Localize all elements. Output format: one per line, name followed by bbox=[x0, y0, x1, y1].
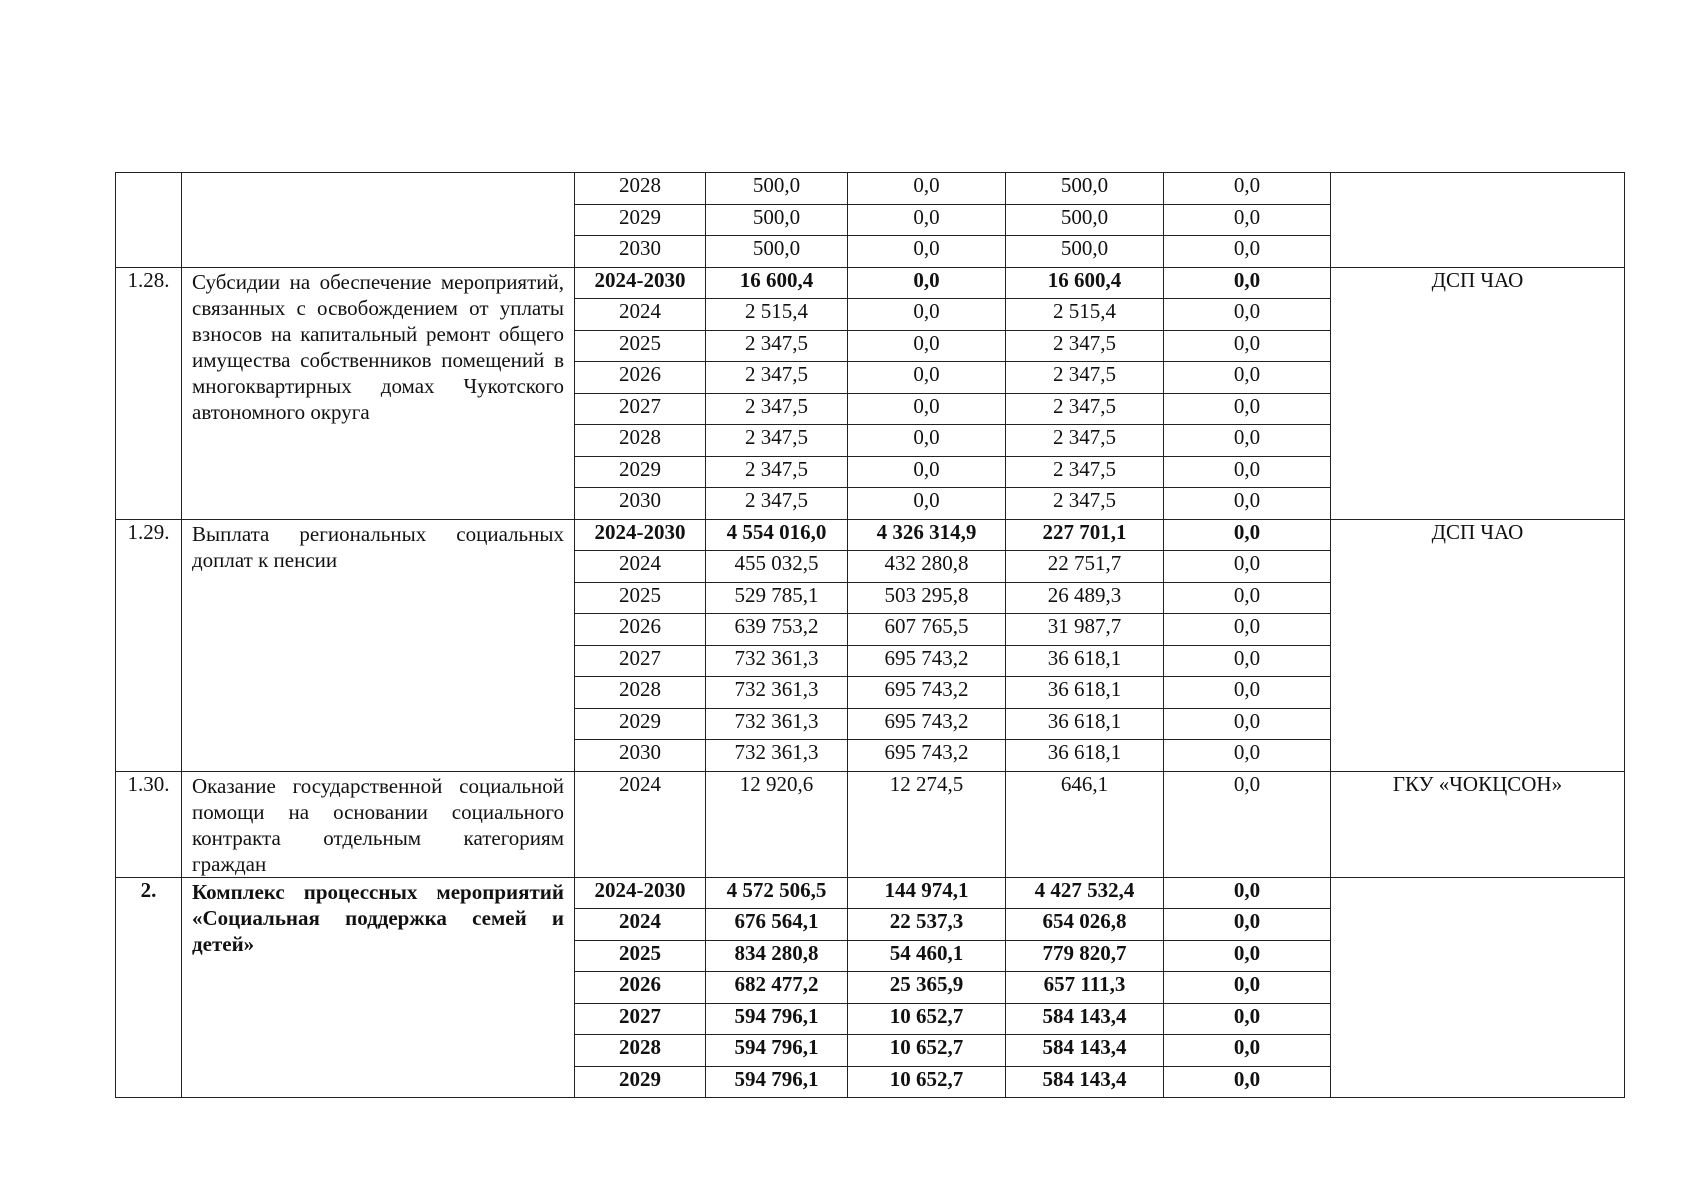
executor-cell bbox=[1331, 173, 1625, 268]
table-row bbox=[116, 173, 1625, 205]
other-sources-cell: 0,0 bbox=[1164, 267, 1331, 299]
federal-budget-cell: 0,0 bbox=[848, 236, 1006, 268]
other-sources-cell: 0,0 bbox=[1164, 1035, 1331, 1067]
federal-budget-cell: 0,0 bbox=[848, 173, 1006, 205]
total-cell: 500,0 bbox=[706, 173, 848, 205]
regional-budget-cell: 227 701,1 bbox=[1006, 519, 1164, 551]
table-body bbox=[116, 173, 1625, 1098]
row-index: 1.28. bbox=[116, 267, 182, 519]
budget-table bbox=[115, 172, 1625, 1098]
other-sources-cell: 0,0 bbox=[1164, 645, 1331, 677]
year-cell: 2029 bbox=[575, 456, 706, 488]
other-sources-cell: 0,0 bbox=[1164, 173, 1331, 205]
year-cell: 2025 bbox=[575, 582, 706, 614]
year-cell: 2027 bbox=[575, 1003, 706, 1035]
other-sources-cell: 0,0 bbox=[1164, 362, 1331, 394]
federal-budget-cell: 144 974,1 bbox=[848, 877, 1006, 909]
other-sources-cell: 0,0 bbox=[1164, 677, 1331, 709]
measure-name: Субсидии на обеспечение мероприятий, связанных с освобождением от уплаты взносов на капитальный ремонт общего имущества собственников помещений в многоквартирных домах Чукотского автономного округа bbox=[182, 267, 575, 519]
regional-budget-cell: 500,0 bbox=[1006, 204, 1164, 236]
total-cell: 2 347,5 bbox=[706, 362, 848, 394]
year-cell: 2024-2030 bbox=[575, 877, 706, 909]
regional-budget-cell: 657 111,3 bbox=[1006, 972, 1164, 1004]
year-cell: 2024 bbox=[575, 551, 706, 583]
federal-budget-cell: 607 765,5 bbox=[848, 614, 1006, 646]
total-cell: 834 280,8 bbox=[706, 940, 848, 972]
regional-budget-cell: 646,1 bbox=[1006, 771, 1164, 877]
federal-budget-cell: 0,0 bbox=[848, 488, 1006, 520]
federal-budget-cell: 0,0 bbox=[848, 299, 1006, 331]
total-cell: 455 032,5 bbox=[706, 551, 848, 583]
total-cell: 16 600,4 bbox=[706, 267, 848, 299]
regional-budget-cell: 31 987,7 bbox=[1006, 614, 1164, 646]
total-cell: 639 753,2 bbox=[706, 614, 848, 646]
other-sources-cell: 0,0 bbox=[1164, 614, 1331, 646]
total-cell: 594 796,1 bbox=[706, 1035, 848, 1067]
executor-cell bbox=[1331, 877, 1625, 1098]
year-cell: 2024-2030 bbox=[575, 267, 706, 299]
regional-budget-cell: 500,0 bbox=[1006, 173, 1164, 205]
other-sources-cell: 0,0 bbox=[1164, 582, 1331, 614]
regional-budget-cell: 500,0 bbox=[1006, 236, 1164, 268]
year-cell: 2024 bbox=[575, 299, 706, 331]
regional-budget-cell: 16 600,4 bbox=[1006, 267, 1164, 299]
other-sources-cell: 0,0 bbox=[1164, 204, 1331, 236]
total-cell: 4 554 016,0 bbox=[706, 519, 848, 551]
regional-budget-cell: 2 347,5 bbox=[1006, 456, 1164, 488]
executor-cell: ДСП ЧАО bbox=[1331, 519, 1625, 771]
table-row bbox=[116, 771, 1625, 877]
total-cell: 732 361,3 bbox=[706, 740, 848, 772]
total-cell: 500,0 bbox=[706, 236, 848, 268]
regional-budget-cell: 22 751,7 bbox=[1006, 551, 1164, 583]
federal-budget-cell: 0,0 bbox=[848, 456, 1006, 488]
year-cell: 2028 bbox=[575, 1035, 706, 1067]
year-cell: 2030 bbox=[575, 488, 706, 520]
total-cell: 732 361,3 bbox=[706, 645, 848, 677]
federal-budget-cell: 10 652,7 bbox=[848, 1066, 1006, 1098]
executor-cell: ГКУ «ЧОКЦСОН» bbox=[1331, 771, 1625, 877]
federal-budget-cell: 695 743,2 bbox=[848, 645, 1006, 677]
year-cell: 2030 bbox=[575, 740, 706, 772]
federal-budget-cell: 432 280,8 bbox=[848, 551, 1006, 583]
federal-budget-cell: 0,0 bbox=[848, 204, 1006, 236]
other-sources-cell: 0,0 bbox=[1164, 299, 1331, 331]
year-cell: 2027 bbox=[575, 393, 706, 425]
federal-budget-cell: 54 460,1 bbox=[848, 940, 1006, 972]
row-index: 1.29. bbox=[116, 519, 182, 771]
year-cell: 2029 bbox=[575, 708, 706, 740]
federal-budget-cell: 0,0 bbox=[848, 362, 1006, 394]
federal-budget-cell: 22 537,3 bbox=[848, 909, 1006, 941]
regional-budget-cell: 36 618,1 bbox=[1006, 645, 1164, 677]
year-cell: 2024-2030 bbox=[575, 519, 706, 551]
table-row bbox=[116, 519, 1625, 551]
other-sources-cell: 0,0 bbox=[1164, 519, 1331, 551]
regional-budget-cell: 36 618,1 bbox=[1006, 677, 1164, 709]
other-sources-cell: 0,0 bbox=[1164, 877, 1331, 909]
executor-cell: ДСП ЧАО bbox=[1331, 267, 1625, 519]
year-cell: 2029 bbox=[575, 204, 706, 236]
year-cell: 2027 bbox=[575, 645, 706, 677]
other-sources-cell: 0,0 bbox=[1164, 330, 1331, 362]
year-cell: 2028 bbox=[575, 425, 706, 457]
federal-budget-cell: 10 652,7 bbox=[848, 1035, 1006, 1067]
federal-budget-cell: 25 365,9 bbox=[848, 972, 1006, 1004]
federal-budget-cell: 695 743,2 bbox=[848, 708, 1006, 740]
total-cell: 500,0 bbox=[706, 204, 848, 236]
total-cell: 2 347,5 bbox=[706, 456, 848, 488]
total-cell: 682 477,2 bbox=[706, 972, 848, 1004]
regional-budget-cell: 4 427 532,4 bbox=[1006, 877, 1164, 909]
year-cell: 2025 bbox=[575, 940, 706, 972]
total-cell: 529 785,1 bbox=[706, 582, 848, 614]
other-sources-cell: 0,0 bbox=[1164, 708, 1331, 740]
total-cell: 2 347,5 bbox=[706, 488, 848, 520]
year-cell: 2029 bbox=[575, 1066, 706, 1098]
total-cell: 2 347,5 bbox=[706, 425, 848, 457]
regional-budget-cell: 779 820,7 bbox=[1006, 940, 1164, 972]
total-cell: 732 361,3 bbox=[706, 708, 848, 740]
regional-budget-cell: 36 618,1 bbox=[1006, 708, 1164, 740]
total-cell: 2 347,5 bbox=[706, 393, 848, 425]
measure-name: Оказание государственной социальной помощи на основании социального контракта отдельным категориям граждан bbox=[182, 771, 575, 877]
year-cell: 2026 bbox=[575, 972, 706, 1004]
other-sources-cell: 0,0 bbox=[1164, 972, 1331, 1004]
year-cell: 2028 bbox=[575, 677, 706, 709]
year-cell: 2024 bbox=[575, 771, 706, 877]
federal-budget-cell: 12 274,5 bbox=[848, 771, 1006, 877]
table-row bbox=[116, 877, 1625, 909]
other-sources-cell: 0,0 bbox=[1164, 771, 1331, 877]
measure-name: Комплекс процессных мероприятий «Социальная поддержка семей и детей» bbox=[182, 877, 575, 1098]
total-cell: 2 347,5 bbox=[706, 330, 848, 362]
year-cell: 2025 bbox=[575, 330, 706, 362]
regional-budget-cell: 2 515,4 bbox=[1006, 299, 1164, 331]
name-cell bbox=[182, 173, 575, 268]
total-cell: 732 361,3 bbox=[706, 677, 848, 709]
total-cell: 12 920,6 bbox=[706, 771, 848, 877]
federal-budget-cell: 503 295,8 bbox=[848, 582, 1006, 614]
regional-budget-cell: 584 143,4 bbox=[1006, 1066, 1164, 1098]
federal-budget-cell: 695 743,2 bbox=[848, 677, 1006, 709]
other-sources-cell: 0,0 bbox=[1164, 1066, 1331, 1098]
regional-budget-cell: 2 347,5 bbox=[1006, 393, 1164, 425]
other-sources-cell: 0,0 bbox=[1164, 456, 1331, 488]
table-row bbox=[116, 267, 1625, 299]
regional-budget-cell: 2 347,5 bbox=[1006, 425, 1164, 457]
total-cell: 2 515,4 bbox=[706, 299, 848, 331]
federal-budget-cell: 0,0 bbox=[848, 267, 1006, 299]
other-sources-cell: 0,0 bbox=[1164, 393, 1331, 425]
federal-budget-cell: 695 743,2 bbox=[848, 740, 1006, 772]
other-sources-cell: 0,0 bbox=[1164, 236, 1331, 268]
index-cell bbox=[116, 173, 182, 268]
other-sources-cell: 0,0 bbox=[1164, 740, 1331, 772]
federal-budget-cell: 4 326 314,9 bbox=[848, 519, 1006, 551]
year-cell: 2026 bbox=[575, 614, 706, 646]
other-sources-cell: 0,0 bbox=[1164, 425, 1331, 457]
regional-budget-cell: 654 026,8 bbox=[1006, 909, 1164, 941]
regional-budget-cell: 584 143,4 bbox=[1006, 1035, 1164, 1067]
regional-budget-cell: 26 489,3 bbox=[1006, 582, 1164, 614]
regional-budget-cell: 2 347,5 bbox=[1006, 488, 1164, 520]
row-index: 1.30. bbox=[116, 771, 182, 877]
measure-name: Выплата региональных социальных доплат к пенсии bbox=[182, 519, 575, 771]
other-sources-cell: 0,0 bbox=[1164, 1003, 1331, 1035]
federal-budget-cell: 0,0 bbox=[848, 425, 1006, 457]
row-index: 2. bbox=[116, 877, 182, 1098]
regional-budget-cell: 36 618,1 bbox=[1006, 740, 1164, 772]
regional-budget-cell: 2 347,5 bbox=[1006, 362, 1164, 394]
total-cell: 4 572 506,5 bbox=[706, 877, 848, 909]
year-cell: 2028 bbox=[575, 173, 706, 205]
year-cell: 2030 bbox=[575, 236, 706, 268]
total-cell: 594 796,1 bbox=[706, 1003, 848, 1035]
year-cell: 2024 bbox=[575, 909, 706, 941]
other-sources-cell: 0,0 bbox=[1164, 940, 1331, 972]
regional-budget-cell: 2 347,5 bbox=[1006, 330, 1164, 362]
other-sources-cell: 0,0 bbox=[1164, 909, 1331, 941]
other-sources-cell: 0,0 bbox=[1164, 551, 1331, 583]
other-sources-cell: 0,0 bbox=[1164, 488, 1331, 520]
federal-budget-cell: 0,0 bbox=[848, 393, 1006, 425]
year-cell: 2026 bbox=[575, 362, 706, 394]
federal-budget-cell: 0,0 bbox=[848, 330, 1006, 362]
total-cell: 676 564,1 bbox=[706, 909, 848, 941]
total-cell: 594 796,1 bbox=[706, 1066, 848, 1098]
federal-budget-cell: 10 652,7 bbox=[848, 1003, 1006, 1035]
regional-budget-cell: 584 143,4 bbox=[1006, 1003, 1164, 1035]
